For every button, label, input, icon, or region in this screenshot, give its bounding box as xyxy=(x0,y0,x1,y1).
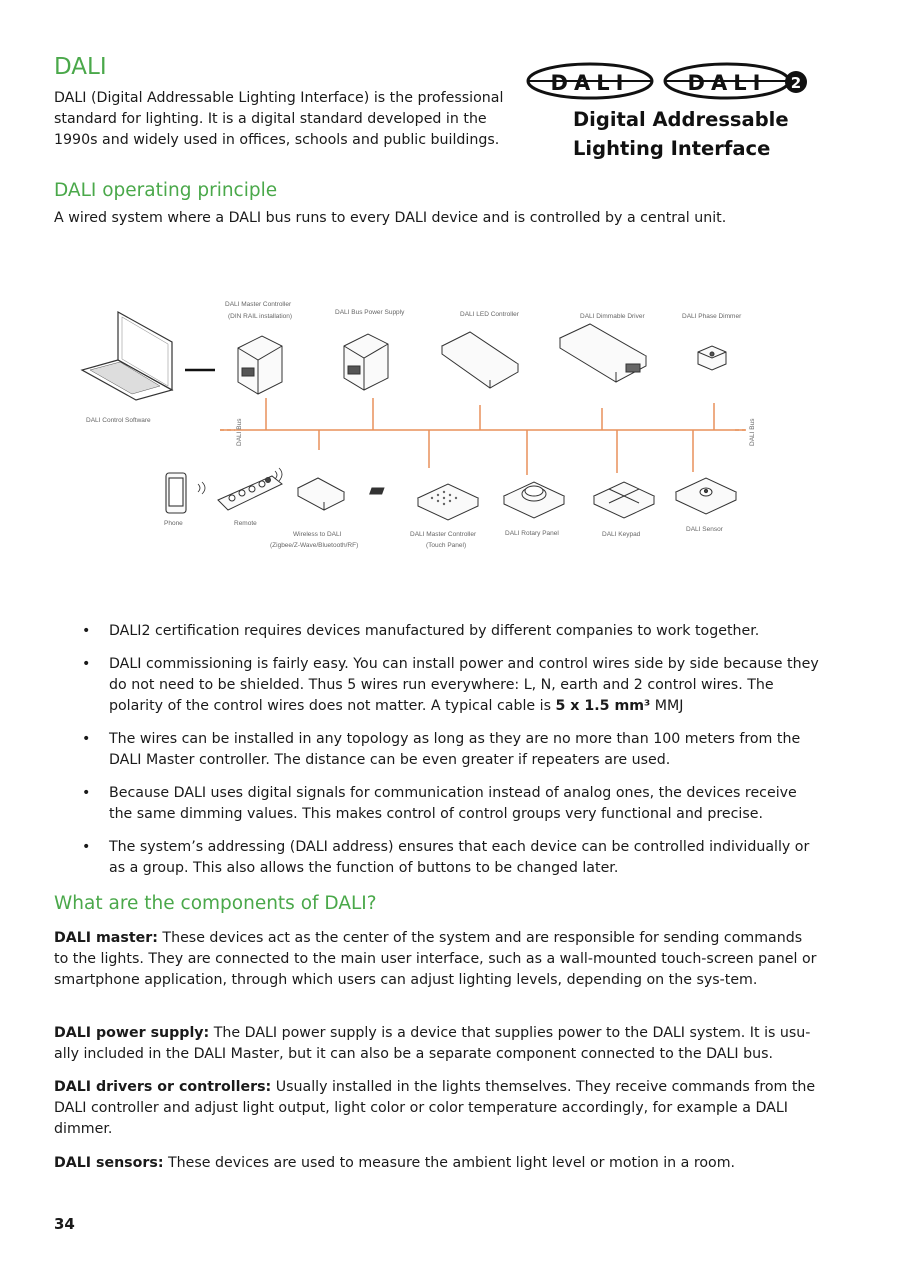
component-term: DALI master: xyxy=(54,930,158,946)
bottom-label-phone: Phone xyxy=(164,520,183,527)
dali-logo-graphic xyxy=(522,60,822,110)
component-drivers xyxy=(54,1077,819,1140)
bullet-item xyxy=(80,837,820,879)
principle-lead: A wired system where a DALI bus runs to every DALI device and is controlled by a central unit. xyxy=(54,210,727,226)
keypad-icon xyxy=(594,482,654,518)
component-dali-master xyxy=(54,928,819,991)
logo-version: 2 xyxy=(790,74,802,92)
rotary-panel-icon xyxy=(504,482,564,518)
intro-paragraph: DALI (Digital Addressable Lighting Interface) is the professional standard for lighting. It is a digital standard developed in the 1990s and widely used in offices, schools and public buildings. xyxy=(54,90,504,148)
logo-caption-line1: Digital Addressable xyxy=(573,108,789,131)
bullet-dot: • xyxy=(82,731,91,747)
component-desc: Usually installed in the lights themselves. They receive commands from the DALI controller and adjust light output, light color or color temperature accordingly, for example a DALI dimmer. xyxy=(54,1079,816,1137)
bullet-text: DALI commissioning is fairly easy. You can install power and control wires side by side because they do not need to be shielded. Thus 5 wires run everywhere: L, N, earth and 2 control wires. The polarity of the control wires does not matter. A typical cable is xyxy=(109,656,819,714)
bottom-label-sensor: DALI Sensor xyxy=(686,526,723,533)
bullet-item xyxy=(80,729,820,771)
bottom-label-touch-b: (Touch Panel) xyxy=(426,542,467,549)
top-label-5: DALI Phase Dimmer xyxy=(682,313,742,320)
component-term: DALI sensors: xyxy=(54,1155,164,1171)
bus-label-left: DALI Bus xyxy=(236,418,243,446)
software-label: DALI Control Software xyxy=(86,417,151,424)
led-controller-icon xyxy=(442,332,518,388)
cable-spec: 5 x 1.5 mm³ xyxy=(555,698,651,714)
bullet-dot: • xyxy=(82,839,91,855)
wireless-module-icon xyxy=(298,478,344,510)
bullet-item xyxy=(80,654,820,717)
power-supply-icon xyxy=(344,334,388,390)
top-label-4: DALI Dimmable Driver xyxy=(580,313,645,320)
bottom-label-rotary: DALI Rotary Panel xyxy=(505,530,559,537)
bullet-dot: • xyxy=(82,623,91,639)
bus-label-right: DALI Bus xyxy=(749,418,756,446)
bullet-text: The system’s addressing (DALI address) ensures that each device can be controlled individually or as a group. This also allows the function of buttons to be changed later. xyxy=(109,839,810,876)
dali-system-diagram xyxy=(60,290,780,560)
touch-panel-icon xyxy=(370,484,478,520)
laptop-icon xyxy=(82,312,172,400)
bullet-item xyxy=(80,783,820,825)
master-controller-icon xyxy=(238,336,282,394)
top-label-2: DALI Bus Power Supply xyxy=(335,309,405,316)
sensor-icon xyxy=(676,478,736,514)
remote-icon xyxy=(218,468,282,510)
bottom-label-wireless-a: Wireless to DALI xyxy=(293,531,342,538)
dali-bus xyxy=(220,398,748,475)
top-label-1b: (DIN RAIL installation) xyxy=(228,313,293,320)
logo-text-2: DALI xyxy=(687,71,767,95)
bullet-dot: • xyxy=(82,656,91,672)
component-term: DALI power supply: xyxy=(54,1025,210,1041)
section-heading-components: What are the components of DALI? xyxy=(54,893,377,914)
bottom-label-remote: Remote xyxy=(234,520,257,527)
dimmable-driver-icon xyxy=(560,324,646,382)
bullet-item xyxy=(80,621,820,642)
bottom-label-wireless-b: (Zigbee/Z-Wave/Bluetooth/RF) xyxy=(270,542,359,549)
section-heading-principle: DALI operating principle xyxy=(54,180,278,201)
phase-dimmer-icon xyxy=(698,346,726,370)
logo-text-1: DALI xyxy=(550,71,630,95)
top-label-3: DALI LED Controller xyxy=(460,311,519,318)
component-desc: These devices act as the center of the system and are responsible for sending commands to the lights. They are connected to the main user interface, such as a wall-mounted touch-screen panel or smartphone application, through which users can adjust lighting levels, depending on the sys-tem. xyxy=(54,930,817,988)
bullet-text: Because DALI uses digital signals for communication instead of analog ones, the devices receive the same dimming values. This makes control of control groups very functional and precise. xyxy=(109,785,797,822)
bottom-label-keypad: DALI Keypad xyxy=(602,531,641,538)
feature-bullet-list xyxy=(80,621,820,891)
page-number: 34 xyxy=(54,1215,75,1233)
bullet-text: The wires can be installed in any topology as long as they are no more than 100 meters from the DALI Master controller. The distance can be even greater if repeaters are used. xyxy=(109,731,801,768)
bullet-text: DALI2 certification requires devices manufactured by different companies to work together. xyxy=(109,623,760,639)
component-desc: The DALI power supply is a device that supplies power to the DALI system. It is usu-ally included in the DALI Master, but it can also be a separate component connected to the DALI bus. xyxy=(54,1025,811,1062)
bullet-text-tail: MMJ xyxy=(650,698,684,714)
component-power-supply xyxy=(54,1023,819,1065)
bottom-label-touch-a: DALI Master Controller xyxy=(410,531,477,538)
logo-caption xyxy=(573,105,789,163)
phone-icon xyxy=(166,473,205,513)
page-title: DALI xyxy=(54,54,107,80)
component-term: DALI drivers or controllers: xyxy=(54,1079,272,1095)
component-sensors xyxy=(54,1153,819,1174)
component-desc: These devices are used to measure the ambient light level or motion in a room. xyxy=(163,1155,736,1171)
logo-caption-line2: Lighting Interface xyxy=(573,137,771,160)
bullet-dot: • xyxy=(82,785,91,801)
top-label-1a: DALI Master Controller xyxy=(225,301,292,308)
